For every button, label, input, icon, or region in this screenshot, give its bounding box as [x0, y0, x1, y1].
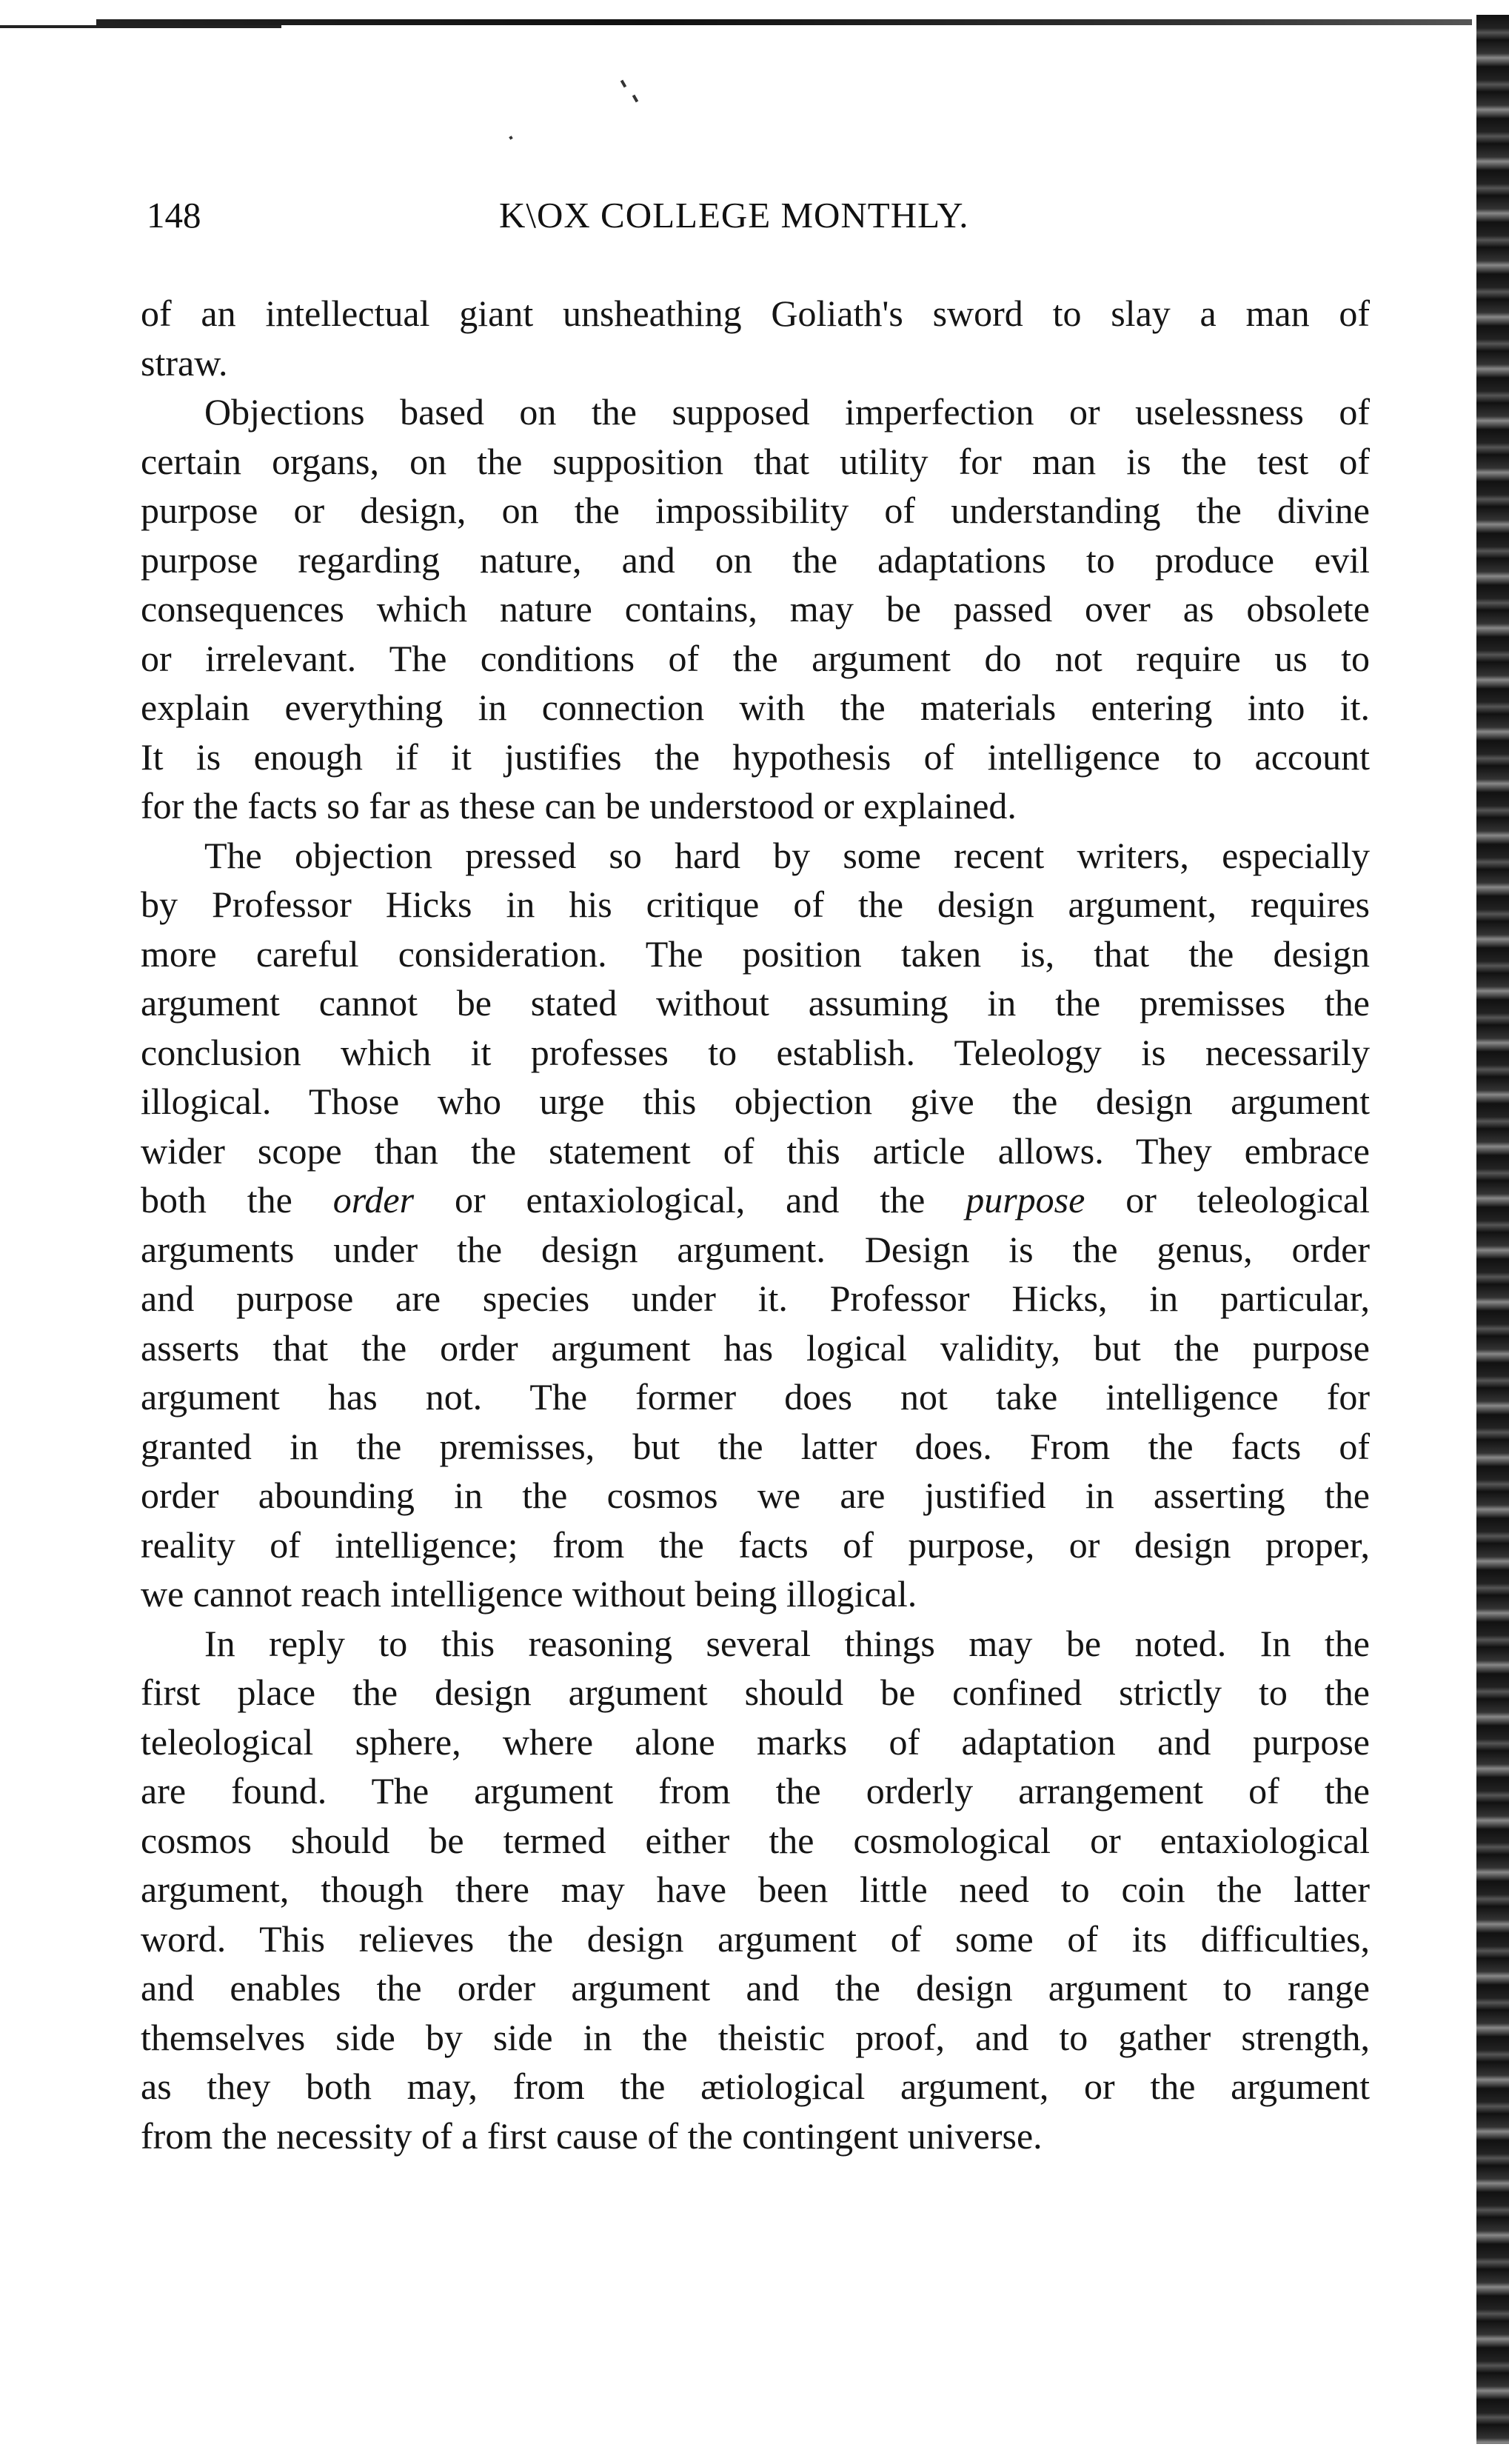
text-line: order abounding in the cosmos we are justified in asserting the: [141, 1475, 1370, 1516]
text-line: reality of intelligence; from the facts of purpose, or design proper,: [141, 1523, 1370, 1566]
scan-speck: [509, 136, 512, 139]
text-line: wider scope than the statement of this article allows. They embrace: [141, 1129, 1370, 1172]
italic-word-order: order: [332, 1179, 415, 1221]
text-line: illogical. Those who urge this objection give the design argument: [141, 1081, 1370, 1122]
top-scan-rule: [96, 19, 1472, 25]
top-scan-rule-thin: [0, 25, 281, 28]
text-line: argument, though there may have been little need to coin the latter: [141, 1869, 1370, 1910]
text-line: first place the design argument should be confined strictly to the: [141, 1672, 1370, 1713]
text-line: Objections based on the supposed imperfection or uselessness of: [204, 391, 1370, 433]
text-line: granted in the premisses, but the latter does. From the facts of: [141, 1425, 1370, 1467]
text-line: asserts that the order argument has logical validity, but the purpose: [141, 1326, 1370, 1369]
italic-word-purpose: purpose: [966, 1179, 1085, 1221]
text-line: as they both may, from the ætiological argument, or the argument: [141, 2066, 1370, 2107]
text-line: The objection pressed so hard by some recent writers, especially: [204, 834, 1370, 876]
text-line: straw.: [141, 341, 228, 384]
text-line-with-italics: both the order or entaxiological, and the purpose or teleological: [141, 1179, 1370, 1221]
text-line: are found. The argument from the orderly arrangement of the: [141, 1770, 1370, 1812]
text-line: from the necessity of a first cause of the contingent universe.: [141, 2114, 1043, 2157]
text-line: argument cannot be stated without assuming in the premisses the: [141, 982, 1370, 1024]
journal-title: K\OX COLLEGE MONTHLY.: [499, 195, 969, 236]
text-line: themselves side by side in the theistic proof, and to gather strength,: [141, 2016, 1370, 2058]
text-line: we cannot reach intelligence without being illogical.: [141, 1573, 917, 1615]
text-line: and enables the order argument and the design argument to range: [141, 1967, 1370, 2009]
text-line: explain everything in connection with the materials entering into it.: [141, 687, 1370, 728]
text-line: purpose or design, on the impossibility of understanding the divine: [141, 490, 1370, 531]
text-line: and purpose are species under it. Professor Hicks, in particular,: [141, 1278, 1370, 1319]
text-line: by Professor Hicks in his critique of the design argument, requires: [141, 884, 1370, 925]
text-line: teleological sphere, where alone marks of adaptation and purpose: [141, 1720, 1370, 1763]
text-line: consequences which nature contains, may be passed over as obsolete: [141, 588, 1370, 630]
scan-speck: [620, 80, 626, 88]
text-line: certain organs, on the supposition that utility for man is the test of: [141, 440, 1370, 482]
text-line: cosmos should be termed either the cosmological or entaxiological: [141, 1819, 1370, 1861]
text-line: In reply to this reasoning several things may be noted. In the: [204, 1622, 1370, 1664]
body-text: [141, 289, 1370, 2160]
text-line: conclusion which it professes to establish. Teleology is necessarily: [141, 1031, 1370, 1073]
text-line: It is enough if it justifies the hypothesis of intelligence to account: [141, 735, 1370, 778]
right-scan-edge: [1476, 15, 1509, 2444]
text-line: purpose regarding nature, and on the adaptations to produce evil: [141, 538, 1370, 581]
text-line: arguments under the design argument. Design is the genus, order: [141, 1228, 1370, 1270]
running-head: [147, 194, 1420, 253]
text-line: argument has not. The former does not take intelligence for: [141, 1376, 1370, 1418]
text-line: for the facts so far as these can be understood or explained.: [141, 785, 1017, 827]
scan-speck: [632, 95, 638, 103]
text-line: of an intellectual giant unsheathing Goliath's sword to slay a man of: [141, 293, 1370, 334]
text-line: or irrelevant. The conditions of the argument do not require us to: [141, 637, 1370, 679]
text-line: more careful consideration. The position taken is, that the design: [141, 932, 1370, 975]
page-number: 148: [147, 195, 201, 236]
text-line: word. This relieves the design argument of some of its difficulties,: [141, 1917, 1370, 1960]
